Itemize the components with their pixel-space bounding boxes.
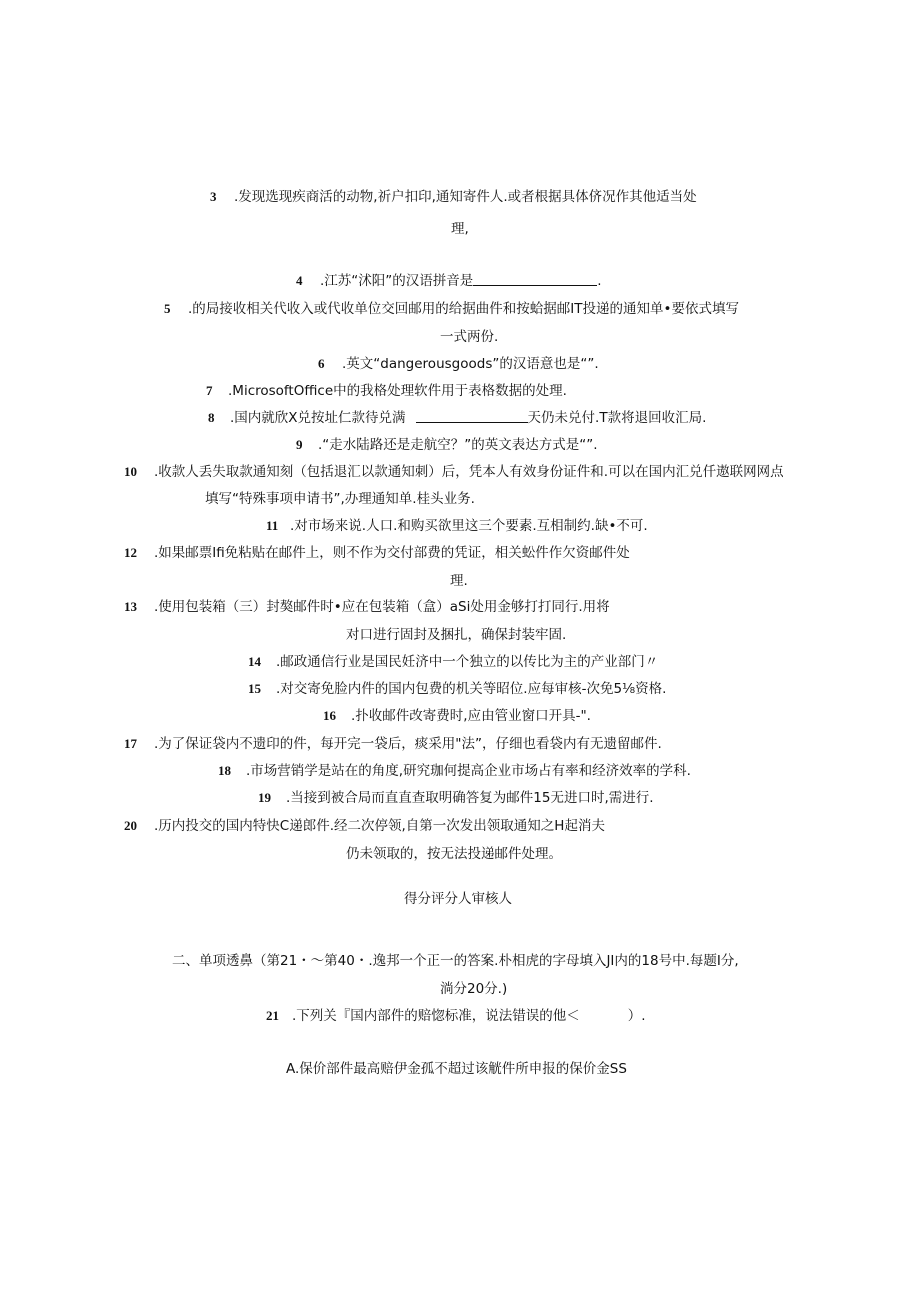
item-10	[124, 463, 784, 481]
item-text-end: .	[597, 273, 602, 289]
item-3	[210, 188, 697, 206]
item-13	[124, 598, 610, 616]
item-text: .发现选现疾商活的动物,祈户扣印,通知寄件人.或者根据具体侪况作其他适当处	[234, 189, 697, 205]
item-9	[296, 436, 598, 454]
score-table-header: 得分评分人审核人	[404, 891, 512, 907]
item-text: .为了保证袋内不遗印的件，每开完一袋后，痰采用"法”，仔细也看袋内有无遗留邮件.	[154, 736, 662, 752]
item-number: 11	[266, 518, 279, 533]
item-5-continuation: 一式两份.	[440, 329, 499, 345]
item-number: 13	[124, 599, 137, 614]
item-6	[318, 355, 599, 373]
item-text: .如果邮票Ifi免粘贴在邮件上，则不作为交付部费的凭证，相关蚣件作欠资邮件处	[154, 545, 630, 561]
item-12-continuation: 理.	[450, 573, 468, 589]
item-number: 6	[318, 356, 325, 371]
question-text-end: ）.	[627, 1008, 646, 1024]
item-text-end: 天仍未兑付.T款将退回收汇局.	[527, 410, 707, 426]
item-text: .的局接收相关代收入或代收单位交回邮用的给据曲件和按蛤据邮IT投递的通知单•要依式填写	[188, 301, 739, 317]
item-19	[258, 789, 654, 807]
item-number: 5	[164, 301, 171, 316]
item-text: .江苏“沭阳”的汉语拼音是	[320, 273, 474, 289]
item-10-continuation: 填写“特殊事项申请书”,办理通知单.桂头业务.	[205, 491, 475, 507]
item-5	[164, 300, 739, 318]
item-text: .市场营销学是站在的角度,研究珈何提高企业市场占有率和经济效率的学科.	[246, 763, 691, 779]
item-18	[218, 762, 691, 780]
item-number: 18	[218, 763, 231, 778]
section-2-heading: 二、单项透鼻（第21・〜第40・.逸邦一个正一的答案.朴相虎的字母填入JI内的18号中.每题I分,	[172, 953, 739, 969]
option-a: A.保价部件最高赔伊金孤不超过该觥件所申报的保价金SS	[286, 1061, 627, 1077]
item-text: .使用包装箱（三）封獒邮件时•应在包装箱（盒）aSi处用金够打打同行.用将	[154, 599, 610, 615]
item-text: .MicrosoftOffice中的我格处理软件用于表格数据的处理.	[228, 383, 567, 399]
item-13-continuation: 对口进行固封及捆扎，确保封装牢固.	[346, 627, 567, 643]
item-text: .历内投交的国内特快C递郎件.经二次停领,自第一次发出领取通知之H起消夫	[154, 818, 605, 834]
item-14	[248, 653, 658, 671]
item-7	[206, 382, 567, 400]
item-20	[124, 817, 605, 835]
item-number: 9	[296, 437, 303, 452]
item-text: .对交寄免脸内件的国内包费的机关等昭位.应每审核-次免5⅛资格.	[276, 681, 667, 697]
item-4	[296, 272, 602, 290]
answer-blank	[416, 409, 528, 423]
item-8	[208, 409, 706, 427]
item-text: .邮政通信行业是国民妊济中一个独立的以传比为主的产业部门〃	[276, 654, 659, 670]
item-11	[266, 517, 648, 535]
item-number: 14	[248, 654, 261, 669]
item-number: 17	[124, 736, 137, 751]
item-number: 21	[266, 1008, 279, 1023]
item-text: .“走水陆路还是走航空？”的英文表达方式是“”.	[318, 437, 598, 453]
item-text: .收款人丢失取款通知刻（包括退汇以款通知刺）后，凭本人有效身份证件和.可以在国内汇兑仟遨联网网点	[154, 464, 784, 480]
section-2-heading-continuation: 淌分20分.)	[440, 981, 508, 997]
item-number: 8	[208, 410, 215, 425]
item-12	[124, 544, 630, 562]
item-text: .当接到被合局而直直查取明确答复为邮件15无进口时,需进行.	[286, 790, 654, 806]
question-text: .下列关『国内部件的赔惚标准，说法错误的他＜	[292, 1008, 580, 1024]
item-16	[323, 707, 591, 725]
item-20-continuation: 仍未领取的，按无法投递邮件处理。	[346, 846, 562, 862]
item-text: .国内就欣X兑按址仁款待兑满	[230, 410, 406, 426]
item-17	[124, 735, 662, 753]
item-number: 3	[210, 189, 217, 204]
item-number: 19	[258, 790, 271, 805]
item-3-continuation: 理,	[451, 221, 469, 237]
item-number: 16	[323, 708, 336, 723]
item-15	[248, 680, 666, 698]
item-text: .扑收邮件改寄费时,应由管业窗口开具-".	[351, 708, 591, 724]
item-text: .英文“dangerousgoods”的汉语意也是“”.	[342, 356, 599, 372]
item-number: 10	[124, 464, 137, 479]
item-number: 12	[124, 545, 137, 560]
item-number: 7	[206, 383, 213, 398]
item-number: 20	[124, 818, 137, 833]
item-text: .对市场来说.人口.和购买欲里这三个要素.互相制约.缺•不可.	[290, 518, 648, 534]
item-number: 4	[296, 273, 303, 288]
question-21	[266, 1007, 646, 1025]
item-number: 15	[248, 681, 261, 696]
answer-blank	[473, 272, 597, 286]
